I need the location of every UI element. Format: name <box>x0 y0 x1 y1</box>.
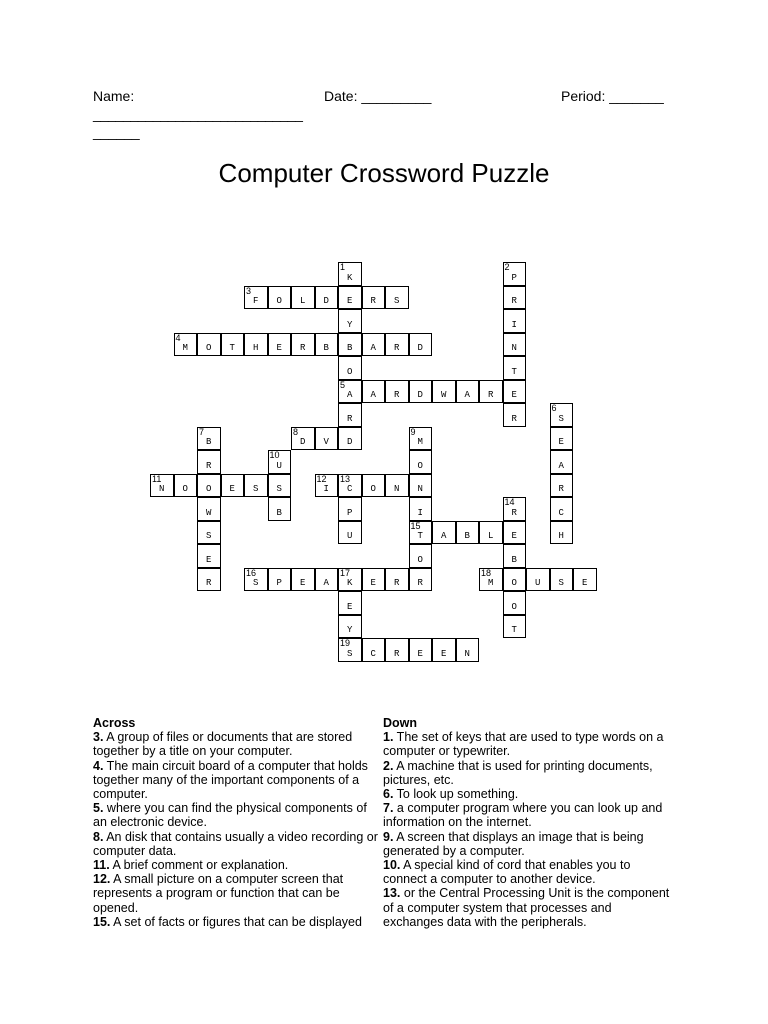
grid-cell[interactable] <box>456 521 480 545</box>
grid-cell[interactable] <box>174 474 198 498</box>
clue-item-number: 13. <box>383 886 401 901</box>
grid-cell[interactable] <box>409 521 433 545</box>
cell-letter: M <box>417 437 423 447</box>
grid-cell[interactable] <box>315 474 339 498</box>
grid-cell[interactable] <box>409 638 433 662</box>
cell-letter: S <box>206 531 212 541</box>
grid-cell[interactable] <box>291 286 315 310</box>
cell-letter: E <box>300 578 306 588</box>
cell-letter: H <box>253 343 259 353</box>
clue-number: 11 <box>152 473 162 484</box>
clue-item-number: 1. <box>383 730 394 745</box>
cell-letter: K <box>347 272 353 283</box>
clue-item-text: A group of files or documents that are stored together by a title on your computer. <box>93 730 353 759</box>
cell-letter: R <box>511 413 517 424</box>
clue-number: 14 <box>504 497 515 507</box>
cell-letter: R <box>206 578 212 588</box>
grid-cell[interactable] <box>338 309 362 333</box>
cell-letter: V <box>323 437 329 447</box>
grid-cell[interactable] <box>456 380 480 404</box>
grid-cell[interactable] <box>338 286 362 310</box>
clue-number: 17 <box>340 567 351 578</box>
grid-cell[interactable] <box>197 450 221 474</box>
grid-cell[interactable] <box>338 497 362 521</box>
cell-letter: R <box>394 390 400 400</box>
clue-item-text: A special kind of cord that enables you to connect a computer to another device. <box>383 858 631 887</box>
clue-item-number: 11. <box>93 858 110 873</box>
cell-letter: O <box>511 578 517 588</box>
grid-cell[interactable] <box>197 333 221 357</box>
grid-cell[interactable] <box>268 286 292 310</box>
grid-cell[interactable] <box>550 497 574 521</box>
clue-item <box>93 872 383 915</box>
cell-letter: C <box>347 484 353 494</box>
cell-letter: S <box>558 578 564 588</box>
cell-letter: E <box>441 648 447 659</box>
grid-cell[interactable] <box>315 286 339 310</box>
cell-letter: O <box>417 460 423 471</box>
clue-number: 10 <box>269 450 280 460</box>
grid-cell[interactable] <box>409 333 433 357</box>
grid-cell[interactable] <box>503 403 527 427</box>
cell-letter: E <box>511 531 517 541</box>
grid-cell[interactable] <box>244 286 268 310</box>
grid-cell[interactable] <box>268 333 292 357</box>
cell-letter: R <box>558 484 564 494</box>
clue-number: 5 <box>340 379 346 390</box>
grid-cell[interactable] <box>315 333 339 357</box>
grid-cell[interactable] <box>503 380 527 404</box>
clue-item-text: The main circuit board of a computer that holds together many of the important components of a computer. <box>93 758 368 802</box>
cell-letter: Y <box>347 625 353 635</box>
cell-letter: B <box>276 507 282 518</box>
cell-letter: I <box>417 507 423 518</box>
cell-letter: S <box>558 413 564 424</box>
grid-cell[interactable] <box>385 568 409 592</box>
grid-cell[interactable] <box>338 521 362 545</box>
grid-cell[interactable] <box>409 544 433 568</box>
cell-letter: E <box>347 296 353 306</box>
clue-item-text: The set of keys that are used to type words on a computer or typewriter. <box>383 730 664 759</box>
grid-cell[interactable] <box>409 380 433 404</box>
cell-letter: B <box>347 343 353 353</box>
grid-cell[interactable] <box>550 568 574 592</box>
cell-letter: L <box>300 296 306 306</box>
grid-cell[interactable] <box>526 568 550 592</box>
clue-item <box>383 801 673 829</box>
clue-number: 13 <box>340 473 351 484</box>
grid-cell[interactable] <box>315 427 339 451</box>
clue-item-text: A machine that is used for printing documents, pictures, etc. <box>383 758 653 787</box>
grid-cell[interactable] <box>456 638 480 662</box>
grid-cell[interactable] <box>338 474 362 498</box>
grid-cell[interactable] <box>573 568 597 592</box>
grid-cell[interactable] <box>338 356 362 380</box>
grid-cell[interactable] <box>338 615 362 639</box>
clue-item-number: 5. <box>93 801 104 816</box>
grid-cell[interactable] <box>409 497 433 521</box>
clue-item-text: a computer program where you can look up and information on the internet. <box>383 801 663 830</box>
cell-letter: S <box>253 578 259 588</box>
grid-cell[interactable] <box>338 591 362 615</box>
cell-letter: D <box>417 390 423 400</box>
grid-cell[interactable] <box>197 544 221 568</box>
cell-letter: R <box>206 460 212 471</box>
grid-cell[interactable] <box>244 474 268 498</box>
cell-letter: H <box>558 531 564 541</box>
clue-item <box>383 759 673 787</box>
cell-letter: P <box>511 272 517 283</box>
clue-item-number: 7. <box>383 801 394 816</box>
cell-letter: B <box>206 437 212 447</box>
grid-cell[interactable] <box>503 521 527 545</box>
cell-letter: S <box>253 484 259 494</box>
clue-number: 1 <box>340 262 346 272</box>
grid-cell[interactable] <box>362 474 386 498</box>
grid-cell[interactable] <box>432 521 456 545</box>
cell-letter: S <box>347 648 353 659</box>
cell-letter: O <box>276 296 282 306</box>
cell-letter: U <box>535 578 541 588</box>
grid-cell[interactable] <box>221 474 245 498</box>
date-label: Date: _________ <box>324 88 432 104</box>
cell-letter: T <box>417 531 423 541</box>
grid-cell[interactable] <box>338 262 362 286</box>
across-clues <box>93 716 383 929</box>
cell-letter: M <box>488 578 494 588</box>
cell-letter: K <box>347 578 353 588</box>
grid-cell[interactable] <box>503 262 527 286</box>
clue-number: 7 <box>199 426 205 437</box>
cell-letter: P <box>347 507 353 518</box>
period-label: Period: _______ <box>561 88 664 104</box>
cell-letter: B <box>464 531 470 541</box>
grid-cell[interactable] <box>197 568 221 592</box>
cell-letter: D <box>300 437 306 447</box>
clue-number: 4 <box>175 332 181 343</box>
clue-item-text: A small picture on a computer screen that represents a program or function that can be opened. <box>93 872 344 915</box>
cell-letter: E <box>347 601 353 612</box>
cell-letter: O <box>347 366 353 377</box>
cell-letter: M <box>182 343 188 353</box>
grid-cell[interactable] <box>338 568 362 592</box>
grid-cell[interactable] <box>150 474 174 498</box>
cell-letter: T <box>229 343 235 353</box>
clue-number: 8 <box>293 426 299 437</box>
grid-cell[interactable] <box>550 427 574 451</box>
page-title: Computer Crossword Puzzle <box>218 158 550 188</box>
grid-cell[interactable] <box>338 638 362 662</box>
clue-item <box>383 787 673 801</box>
clue-item <box>93 858 383 872</box>
clue-item-text: A set of facts or figures that can be displayed <box>110 914 362 929</box>
cell-letter: R <box>347 413 353 424</box>
cell-letter: T <box>511 366 517 377</box>
grid-cell[interactable] <box>362 380 386 404</box>
clue-item <box>383 830 673 858</box>
grid-cell[interactable] <box>291 568 315 592</box>
clue-number: 12 <box>316 473 327 484</box>
cell-letter: E <box>558 437 564 447</box>
grid-cell[interactable] <box>503 309 527 333</box>
grid-cell[interactable] <box>268 568 292 592</box>
clue-number: 18 <box>481 567 492 578</box>
across-clue-list <box>93 730 383 929</box>
grid-cell[interactable] <box>550 474 574 498</box>
grid-cell[interactable] <box>197 521 221 545</box>
cell-letter: E <box>582 578 588 588</box>
grid-cell[interactable] <box>503 333 527 357</box>
clue-number: 6 <box>551 403 557 413</box>
grid-cell[interactable] <box>362 638 386 662</box>
cell-letter: R <box>370 296 376 306</box>
cell-letter: B <box>511 554 517 565</box>
clue-item <box>383 858 673 886</box>
grid-cell[interactable] <box>479 568 503 592</box>
grid-cell[interactable] <box>409 568 433 592</box>
cell-letter: E <box>511 390 517 400</box>
cell-letter: B <box>323 343 329 353</box>
down-clues <box>383 716 673 929</box>
grid-cell[interactable] <box>244 333 268 357</box>
name-line-continued: ______ <box>93 124 140 140</box>
cell-letter: L <box>488 531 494 541</box>
cell-letter: O <box>182 484 188 494</box>
cell-letter: N <box>159 484 165 494</box>
name-line: ____________________________ <box>93 106 303 122</box>
clue-item <box>93 830 383 858</box>
clue-item-text: A screen that displays an image that is being generated by a computer. <box>383 829 644 858</box>
clue-item-text: An disk that contains usually a video recording or computer data. <box>93 829 378 858</box>
clue-item-number: 9. <box>383 829 394 844</box>
name-label: Name: <box>93 88 135 104</box>
cell-letter: E <box>229 484 235 494</box>
grid-cell[interactable] <box>503 568 527 592</box>
cell-letter: D <box>323 296 329 306</box>
down-heading: Down <box>383 716 418 730</box>
grid-cell[interactable] <box>244 568 268 592</box>
cell-letter: P <box>276 578 282 588</box>
clue-item-text: To look up something. <box>393 787 519 802</box>
grid-cell[interactable] <box>385 638 409 662</box>
clue-number: 9 <box>410 426 416 437</box>
clue-item-number: 15. <box>93 914 111 929</box>
cell-letter: I <box>323 484 329 494</box>
clue-item <box>93 915 383 929</box>
cell-letter: R <box>417 578 423 588</box>
grid-cell[interactable] <box>409 427 433 451</box>
clue-number: 19 <box>340 638 351 648</box>
grid-cell[interactable] <box>385 333 409 357</box>
grid-cell[interactable] <box>432 638 456 662</box>
cell-letter: T <box>511 625 517 635</box>
cell-letter: I <box>511 319 517 330</box>
grid-cell[interactable] <box>197 474 221 498</box>
cell-letter: D <box>417 343 423 353</box>
clue-item-number: 2. <box>383 758 394 773</box>
clue-number: 3 <box>246 285 252 296</box>
grid-cell[interactable] <box>197 497 221 521</box>
cell-letter: W <box>206 507 212 518</box>
grid-cell[interactable] <box>432 380 456 404</box>
clue-item-number: 12. <box>93 872 111 887</box>
cell-letter: A <box>370 343 376 353</box>
grid-cell[interactable] <box>503 497 527 521</box>
cell-letter: U <box>347 531 353 541</box>
grid-cell[interactable] <box>315 568 339 592</box>
cell-letter: R <box>394 648 400 659</box>
cell-letter: C <box>370 648 376 659</box>
grid-cell[interactable] <box>362 286 386 310</box>
cell-letter: E <box>370 578 376 588</box>
grid-cell[interactable] <box>503 544 527 568</box>
clue-item-text: or the Central Processing Unit is the component of a computer system that processes and exchanges data with the peripherals. <box>383 886 670 929</box>
cell-letter: Y <box>347 319 353 330</box>
clue-item-number: 10. <box>383 858 401 873</box>
cell-letter: A <box>441 531 447 541</box>
cell-letter: A <box>464 390 470 400</box>
cell-letter: O <box>370 484 376 494</box>
clue-item <box>93 759 383 802</box>
grid-cell[interactable] <box>503 591 527 615</box>
cell-letter: C <box>558 507 564 518</box>
cell-letter: E <box>206 554 212 565</box>
clue-item-number: 6. <box>383 787 394 802</box>
grid-cell[interactable] <box>221 333 245 357</box>
cell-letter: A <box>558 460 564 471</box>
cell-letter: R <box>300 343 306 353</box>
clue-item <box>93 730 383 758</box>
cell-letter: O <box>206 484 212 494</box>
clue-item <box>383 730 673 758</box>
grid-cell[interactable] <box>268 497 292 521</box>
grid-cell[interactable] <box>385 286 409 310</box>
clue-item <box>383 886 673 929</box>
grid-cell[interactable] <box>268 450 292 474</box>
grid-cell[interactable] <box>503 356 527 380</box>
clue-item-number: 4. <box>93 758 104 773</box>
grid-cell[interactable] <box>338 333 362 357</box>
cell-letter: O <box>206 343 212 353</box>
cell-letter: R <box>511 296 517 306</box>
cell-letter: A <box>323 578 329 588</box>
cell-letter: A <box>347 390 353 400</box>
cell-letter: S <box>394 296 400 306</box>
across-heading: Across <box>93 716 136 730</box>
clue-item-text: where you can find the physical components of an electronic device. <box>93 801 367 830</box>
grid-cell[interactable] <box>409 474 433 498</box>
cell-letter: R <box>488 390 494 400</box>
cell-letter: N <box>417 484 423 494</box>
grid-cell[interactable] <box>174 333 198 357</box>
grid-cell[interactable] <box>268 474 292 498</box>
cell-letter: O <box>511 601 517 612</box>
clue-number: 16 <box>246 567 257 578</box>
grid-cell[interactable] <box>338 403 362 427</box>
grid-cell[interactable] <box>503 615 527 639</box>
grid-cell[interactable] <box>291 427 315 451</box>
clue-number: 15 <box>410 520 421 531</box>
cell-letter: A <box>370 390 376 400</box>
grid-cell[interactable] <box>479 521 503 545</box>
cell-letter: S <box>276 484 282 494</box>
clue-item-text: A brief comment or explanation. <box>109 858 289 873</box>
grid-cell[interactable] <box>479 380 503 404</box>
cell-letter: D <box>347 437 353 447</box>
cell-letter: O <box>417 554 423 565</box>
cell-letter: N <box>394 484 400 494</box>
grid-cell[interactable] <box>550 521 574 545</box>
grid-cell[interactable] <box>338 427 362 451</box>
clue-item-number: 8. <box>93 829 104 844</box>
clue-number: 2 <box>504 262 510 272</box>
grid-cell[interactable] <box>550 403 574 427</box>
cell-letter: W <box>441 390 447 400</box>
grid-cell[interactable] <box>362 333 386 357</box>
cell-letter: N <box>464 648 470 659</box>
grid-cell[interactable] <box>385 474 409 498</box>
clue-item <box>93 801 383 829</box>
cell-letter: R <box>394 343 400 353</box>
grid-cell[interactable] <box>291 333 315 357</box>
cell-letter: R <box>394 578 400 588</box>
cell-letter: E <box>276 343 282 353</box>
grid-cell[interactable] <box>409 450 433 474</box>
grid-cell[interactable] <box>338 380 362 404</box>
cell-letter: F <box>253 296 259 306</box>
cell-letter: N <box>511 343 517 353</box>
clue-item-number: 3. <box>93 730 104 745</box>
down-clue-list <box>383 730 673 929</box>
cell-letter: E <box>417 648 423 659</box>
grid-cell[interactable] <box>385 380 409 404</box>
grid-cell[interactable] <box>503 286 527 310</box>
grid-cell[interactable] <box>362 568 386 592</box>
grid-cell[interactable] <box>550 450 574 474</box>
grid-cell[interactable] <box>197 427 221 451</box>
cell-letter: U <box>276 460 282 471</box>
cell-letter: R <box>511 507 517 518</box>
